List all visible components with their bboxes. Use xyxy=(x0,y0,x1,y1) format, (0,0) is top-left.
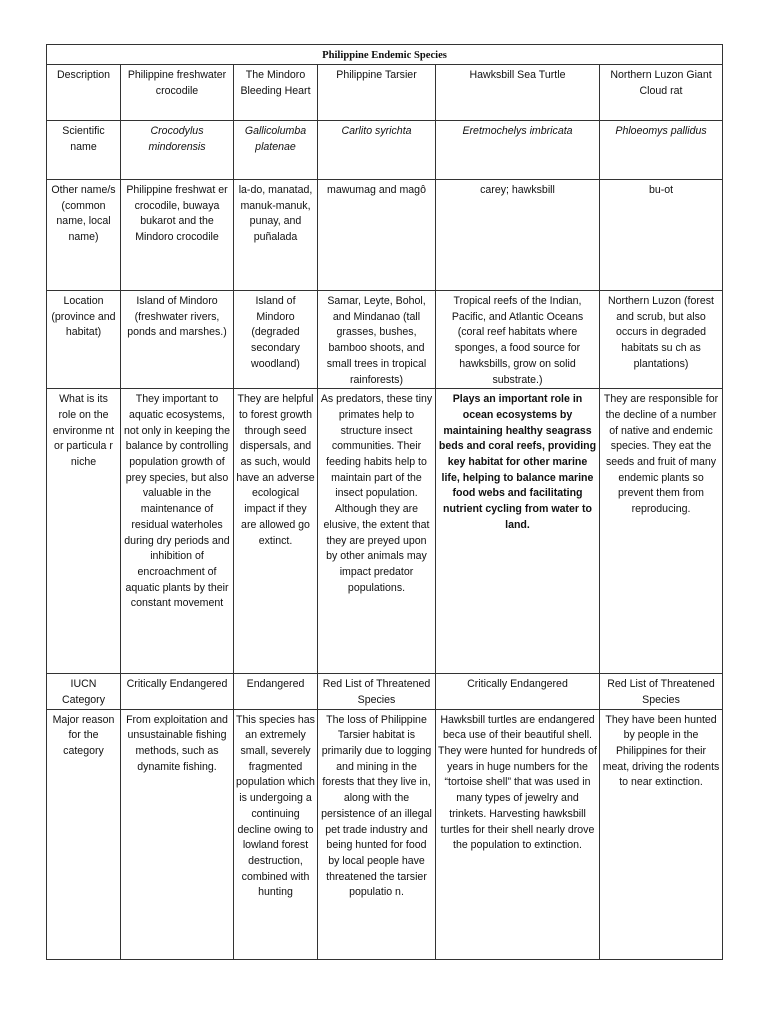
table-row-iucn xyxy=(47,674,723,709)
cell-tarsier-location: Samar, Leyte, Bohol, and Mindanao (tall grasses, bushes, bamboo shoots, and small trees in tropical rainforests) xyxy=(318,291,436,389)
cell-crocodile-role: They important to aquatic ecosystems, not only in keeping the balance by controlling population growth of prey species, but also valuable in the maintenance of residual waterholes during dry periods and inhibition of encroachment of aquatic plants by their constant movement xyxy=(121,389,234,674)
cell-crocodile-location: Island of Mindoro (freshwater rivers, ponds and marshes.) xyxy=(121,291,234,389)
cell-cloud-rat-reason: They have been hunted by people in the Philippines for their meat, driving the rodents to near extinction. xyxy=(600,709,723,959)
row-label-description: Description xyxy=(47,65,121,121)
cell-tarsier-iucn: Red List of Threatened Species xyxy=(318,674,436,709)
cell-cloud-rat-iucn: Red List of Threatened Species xyxy=(600,674,723,709)
cell-tarsier-reason: The loss of Philippine Tarsier habitat is primarily due to logging and mining in the forests that they live in, along with the persistence of an illegal pet trade industry and being hunted for food by local people have threatened the tarsier populatio n. xyxy=(318,709,436,959)
cell-tarsier-other-names: mawumag and magô xyxy=(318,180,436,291)
cell-sea-turtle-location: Tropical reefs of the Indian, Pacific, and Atlantic Oceans (coral reef habitats where sponges, a food source for hawksbills, grow on solid substrate.) xyxy=(436,291,600,389)
table-row-scientific-name xyxy=(47,121,723,180)
row-label-location: Location (province and habitat) xyxy=(47,291,121,389)
cell-bleeding-heart-reason: This species has an extremely small, severely fragmented population which is undergoing a continuing decline owing to lowland forest destruction, combined with hunting xyxy=(234,709,318,959)
cell-cloud-rat-role: They are responsible for the decline of a number of native and endemic species. They eat the seeds and fruit of many endemic plants so prevent them from reproducing. xyxy=(600,389,723,674)
cell-cloud-rat-scientific: Phloeomys pallidus xyxy=(600,121,723,180)
cell-sea-turtle-role: Plays an important role in ocean ecosystems by maintaining healthy seagrass beds and coral reefs, providing key habitat for other marine life, helping to balance marine food webs and facilitating nutrient cycling from water to land. xyxy=(436,389,600,674)
cell-crocodile-other-names: Philippine freshwat er crocodile, buwaya bukarot and the Mindoro crocodile xyxy=(121,180,234,291)
row-label-scientific-name: Scientific name xyxy=(47,121,121,180)
row-label-major-reason: Major reason for the category xyxy=(47,709,121,959)
cell-crocodile-reason: From exploitation and unsustainable fishing methods, such as dynamite fishing. xyxy=(121,709,234,959)
cell-bleeding-heart-location: Island of Mindoro (degraded secondary woodland) xyxy=(234,291,318,389)
header-cloud-rat: Northern Luzon Giant Cloud rat xyxy=(600,65,723,121)
cell-tarsier-scientific: Carlito syrichta xyxy=(318,121,436,180)
header-sea-turtle: Hawksbill Sea Turtle xyxy=(436,65,600,121)
cell-sea-turtle-other-names: carey; hawksbill xyxy=(436,180,600,291)
cell-crocodile-iucn: Critically Endangered xyxy=(121,674,234,709)
cell-bleeding-heart-role: They are helpful to forest growth through seed dispersals, and as such, would have an adverse ecological impact if they are allowed go extinct. xyxy=(234,389,318,674)
header-crocodile: Philippine freshwater crocodile xyxy=(121,65,234,121)
table-row-header xyxy=(47,65,723,121)
cell-bleeding-heart-other-names: la-do, manatad, manuk-manuk, punay, and puñalada xyxy=(234,180,318,291)
cell-sea-turtle-scientific: Eretmochelys imbricata xyxy=(436,121,600,180)
table-row-major-reason xyxy=(47,709,723,959)
cell-tarsier-role: As predators, these tiny primates help to structure insect communities. Their feeding habits help to maintain part of the insect population. Although they are elusive, the extent that they are preyed upon by other animals may impact predator populations. xyxy=(318,389,436,674)
cell-sea-turtle-reason: Hawksbill turtles are endangered beca use of their beautiful shell. They were hunted for hundreds of years in huge numbers for the “tortoise shell” that was used in many types of jewelry and trinkets. Harvesting hawksbill turtles for their shell nearly drove the population to extinction. xyxy=(436,709,600,959)
table-title: Philippine Endemic Species xyxy=(47,45,723,65)
table-row-other-names xyxy=(47,180,723,291)
row-label-role: What is its role on the environme nt or particula r niche xyxy=(47,389,121,674)
table-row-role xyxy=(47,389,723,674)
row-label-iucn: IUCN Category xyxy=(47,674,121,709)
header-tarsier: Philippine Tarsier xyxy=(318,65,436,121)
table-row-location xyxy=(47,291,723,389)
cell-cloud-rat-location: Northern Luzon (forest and scrub, but also occurs in degraded habitats su ch as plantations) xyxy=(600,291,723,389)
cell-cloud-rat-other-names: bu-ot xyxy=(600,180,723,291)
species-table xyxy=(46,44,723,960)
cell-crocodile-scientific: Crocodylus mindorensis xyxy=(121,121,234,180)
cell-bleeding-heart-scientific: Gallicolumba platenae xyxy=(234,121,318,180)
row-label-other-names: Other name/s (common name, local name) xyxy=(47,180,121,291)
header-bleeding-heart: The Mindoro Bleeding Heart xyxy=(234,65,318,121)
cell-bleeding-heart-iucn: Endangered xyxy=(234,674,318,709)
cell-sea-turtle-iucn: Critically Endangered xyxy=(436,674,600,709)
